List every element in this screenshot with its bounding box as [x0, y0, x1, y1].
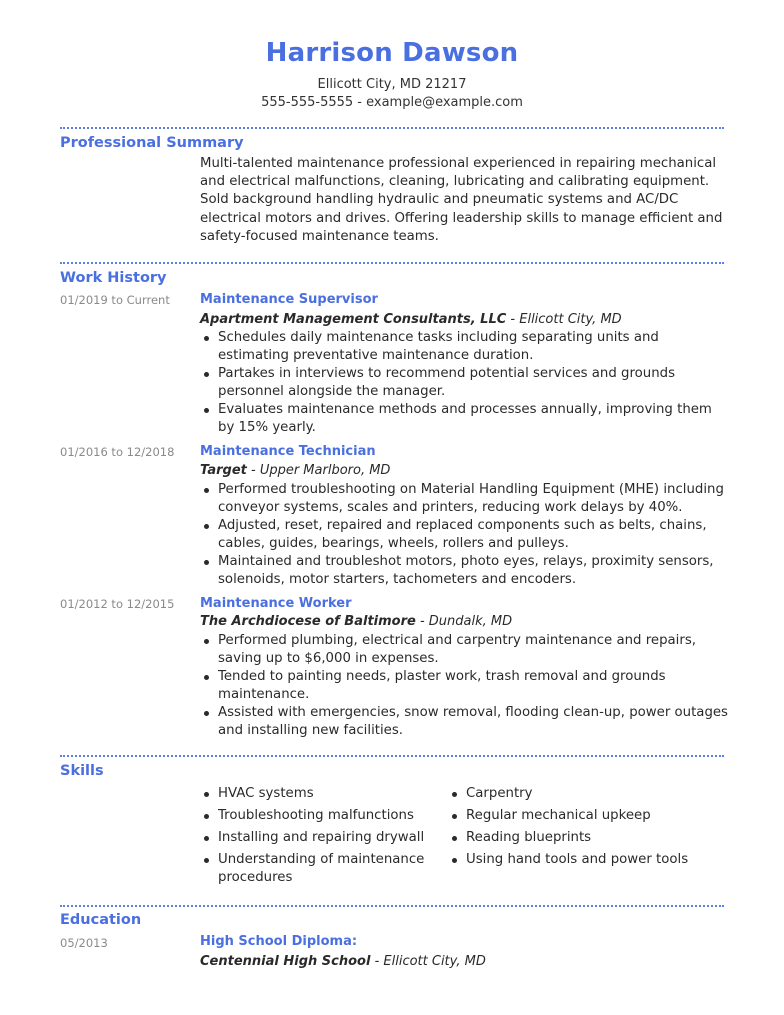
skill-item: Understanding of maintenance procedures — [200, 851, 440, 887]
work-history-heading: Work History — [60, 270, 167, 286]
skill-item: Installing and repairing drywall — [200, 829, 440, 847]
skill-item: Regular mechanical upkeep — [448, 807, 728, 825]
job-dates: 01/2019 to Current — [60, 293, 170, 307]
skill-item: Using hand tools and power tools — [448, 851, 728, 869]
list-item: Assisted with emergencies, snow removal, flooding clean-up, power outages and installing new facilities. — [200, 704, 730, 740]
section-divider — [60, 262, 724, 264]
education-date: 05/2013 — [60, 936, 108, 950]
job-title: Maintenance Technician — [200, 444, 376, 459]
job-employer — [200, 614, 512, 629]
skills-list-left — [200, 785, 440, 891]
skill-item: Reading blueprints — [448, 829, 728, 847]
employer-name: Target — [200, 463, 247, 478]
skill-item: Carpentry — [448, 785, 728, 803]
job-duties-list — [200, 632, 730, 740]
list-item: Tended to painting needs, plaster work, trash removal and grounds maintenance. — [200, 668, 730, 704]
employer-location: - Upper Marlboro, MD — [246, 463, 391, 478]
skill-item: Troubleshooting malfunctions — [200, 807, 440, 825]
school-name: Centennial High School — [200, 954, 371, 969]
list-item: Adjusted, reset, repaired and replaced components such as belts, chains, cables, guides, bearings, wheels, rollers and pulleys. — [200, 517, 730, 553]
job-duties-list — [200, 481, 730, 589]
skills-heading: Skills — [60, 763, 104, 779]
skill-item: HVAC systems — [200, 785, 440, 803]
employer-name: The Archdiocese of Baltimore — [200, 614, 416, 629]
employer-name: Apartment Management Consultants, LLC — [200, 312, 507, 327]
job-dates: 01/2016 to 12/2018 — [60, 445, 175, 459]
employer-location: - Ellicott City, MD — [506, 312, 622, 327]
job-employer — [200, 312, 622, 327]
section-divider — [60, 905, 724, 907]
summary-text: Multi-talented maintenance professional experienced in repairing mechanical and electrical malfunctions, cleaning, lubricating and calibrating equipment. Sold background handling hydraulic and pneumatic systems and AC/DC electrical motors and drives. Offering leadership skills to manage efficient and safety-focused maintenance teams. — [200, 156, 723, 244]
list-item: Performed troubleshooting on Material Handling Equipment (MHE) including conveyor systems, scales and printers, reducing work delays by 40%. — [200, 481, 730, 517]
contact-location: Ellicott City, MD 21217 — [317, 77, 467, 92]
school-location: - Ellicott City, MD — [370, 954, 486, 969]
summary-heading: Professional Summary — [60, 135, 244, 151]
list-item: Evaluates maintenance methods and processes annually, improving them by 15% yearly. — [200, 401, 730, 437]
job-title: Maintenance Supervisor — [200, 292, 378, 307]
list-item: Maintained and troubleshot motors, photo eyes, relays, proximity sensors, solenoids, motor starters, tachometers and encoders. — [200, 553, 730, 589]
job-duties-list — [200, 329, 730, 437]
education-school — [200, 954, 486, 969]
list-item: Performed plumbing, electrical and carpentry maintenance and repairs, saving up to $6,000 in expenses. — [200, 632, 730, 668]
skills-list-right — [448, 785, 728, 873]
employer-location: - Dundalk, MD — [415, 614, 513, 629]
contact-phone-email: 555-555-5555 - example@example.com — [261, 95, 523, 110]
education-degree: High School Diploma: — [200, 934, 358, 949]
list-item: Schedules daily maintenance tasks including separating units and estimating preventative maintenance duration. — [200, 329, 730, 365]
job-employer — [200, 463, 390, 478]
section-divider — [60, 127, 724, 129]
section-divider — [60, 755, 724, 757]
job-title: Maintenance Worker — [200, 596, 352, 611]
list-item: Partakes in interviews to recommend potential services and grounds personnel alongside the manager. — [200, 365, 730, 401]
candidate-name: Harrison Dawson — [265, 38, 519, 68]
job-dates: 01/2012 to 12/2015 — [60, 597, 175, 611]
education-heading: Education — [60, 912, 142, 928]
